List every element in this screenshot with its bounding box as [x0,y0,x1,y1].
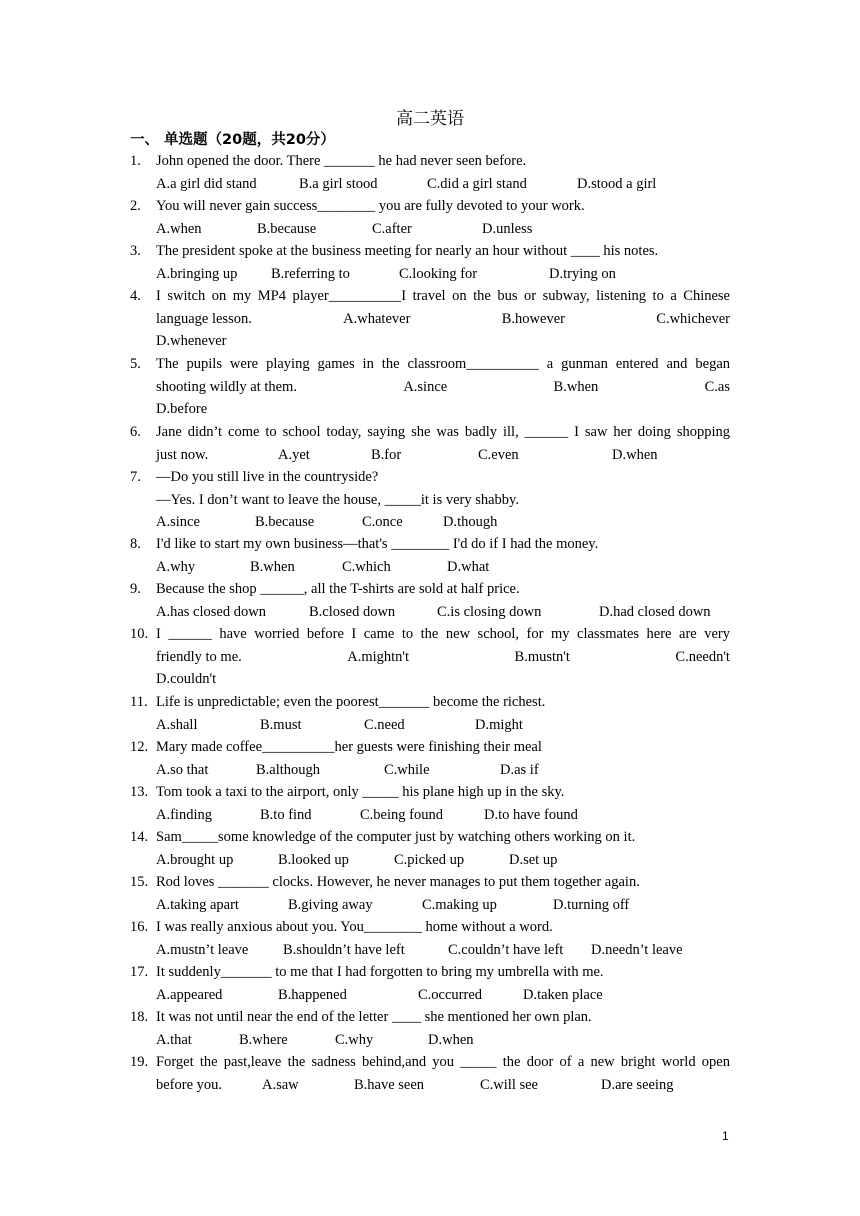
option-d: D.needn’t leave [591,941,683,958]
question-text-continued: —Yes. I don’t want to leave the house, _____it is very shabby. [156,491,519,508]
option-d: D.couldn't [156,671,217,687]
question-number: 8. [130,536,141,552]
option-b: B.when [250,558,295,575]
question-number: 19. [130,1054,149,1070]
question-text-continued: before you. [156,1076,223,1093]
question-number: 15. [130,874,149,890]
option-a: A.has closed down [156,603,266,620]
question-text: I'd like to start my own business—that's ________ I'd do if I had the money. [156,536,599,552]
option-row [156,646,730,669]
question-17 [130,961,730,1006]
option-b: B.shouldn’t have left [283,941,405,958]
option-b: B.although [256,761,321,778]
question-text: I switch on my MP4 player__________I travel on the bus or subway, listening to a Chinese [156,288,730,304]
question-number: 13. [130,784,149,800]
question-3 [130,240,730,285]
option-a: A.mustn’t leave [156,941,249,958]
question-text: Jane didn’t come to school today, saying she was badly ill, ______ I saw her doing shopping [156,424,730,440]
question-18 [130,1006,730,1051]
option-a: A.brought up [156,851,234,868]
option-b: B.looked up [278,851,349,868]
question-6 [130,421,730,466]
question-text: The president spoke at the business meeting for nearly an hour without ____ his notes. [156,243,659,259]
option-a: A.why [156,558,196,575]
option-c: C.being found [360,806,443,823]
option-a: A.shall [156,716,198,733]
option-c: C.needn't [675,648,730,665]
option-row [156,511,730,534]
question-16 [130,916,730,961]
question-4 [130,285,730,353]
question-text: Because the shop ______, all the T-shirts are sold at half price. [156,581,520,597]
option-row [156,1074,730,1097]
option-row [156,308,730,331]
option-a: A.when [156,220,202,237]
option-row [156,759,730,782]
question-2 [130,195,730,240]
option-d: D.are seeing [601,1076,674,1093]
option-row [156,444,730,467]
question-10 [130,623,730,691]
option-a: A.finding [156,806,212,823]
question-number: 18. [130,1009,149,1025]
option-d: D.what [447,558,490,575]
option-b: B.have seen [354,1076,425,1093]
question-number: 14. [130,829,149,845]
option-b: B.where [239,1031,288,1048]
option-b: B.closed down [309,603,396,620]
option-d: D.turning off [553,896,630,913]
option-c: C.while [384,761,430,778]
question-text: The pupils were playing games in the classroom__________ a gunman entered and began [156,356,730,372]
question-number: 11. [130,694,148,710]
option-c: C.is closing down [437,603,542,620]
option-a: A.mightn't [347,648,410,665]
option-row-continued [156,398,730,421]
option-c: C.which [342,558,391,575]
option-b: B.happened [278,986,347,1003]
question-number: 16. [130,919,149,935]
option-a: A.bringing up [156,265,238,282]
option-d: D.before [156,401,208,417]
question-text: It was not until near the end of the letter ____ she mentioned her own plan. [156,1009,592,1025]
option-a: A.saw [262,1076,299,1093]
option-row [156,1029,730,1052]
option-b: B.mustn't [514,648,570,665]
option-b: B.referring to [271,265,350,282]
question-number: 10. [130,626,149,642]
option-row [156,849,730,872]
option-row [156,804,730,827]
question-text: —Do you still live in the countryside? [156,469,379,485]
option-row-continued [156,330,730,353]
option-row [156,218,730,241]
option-b: B.giving away [288,896,373,913]
question-15 [130,871,730,916]
option-b: B.must [260,716,302,733]
option-d: D.unless [482,220,533,237]
option-c: C.as [704,378,730,395]
option-d: D.to have found [484,806,578,823]
question-text: Forget the past,leave the sadness behind,and you _____ the door of a new bright world open [156,1054,730,1070]
question-text: Sam_____some knowledge of the computer just by watching others working on it. [156,829,636,845]
option-row-continued [156,668,730,691]
option-d: D.trying on [549,265,616,282]
option-d: D.though [443,514,498,530]
question-number: 4. [130,288,141,304]
option-row [156,263,730,286]
option-c: C.once [362,514,403,530]
option-d: D.might [475,716,523,733]
option-c: C.after [372,220,412,237]
option-row [156,556,730,579]
option-d: D.had closed down [599,603,711,620]
question-8 [130,533,730,578]
option-row [156,984,730,1007]
question-number: 3. [130,243,141,259]
option-d: D.as if [500,761,539,778]
question-text: Rod loves _______ clocks. However, he never manages to put them together again. [156,874,640,890]
option-c: C.even [478,446,519,463]
option-d: D.whenever [156,333,227,349]
option-row [156,376,730,399]
option-a: A.taking apart [156,896,239,913]
option-b: B.for [371,446,402,463]
option-b: B.because [255,514,315,530]
question-text: It suddenly_______ to me that I had forgotten to bring my umbrella with me. [156,964,604,980]
question-14 [130,826,730,871]
option-c: C.couldn’t have left [448,941,564,958]
question-text: I was really anxious about you. You________ home without a word. [156,919,553,935]
option-b: B.to find [260,806,312,823]
option-row [156,714,730,737]
question-13 [130,781,730,826]
question-number: 12. [130,739,149,755]
option-c: C.whichever [656,310,730,327]
question-text: Mary made coffee__________her guests were finishing their meal [156,739,542,755]
page-title: 高二英语 [396,109,464,129]
question-1 [130,150,730,195]
option-d: D.taken place [523,986,603,1003]
option-b: B.however [501,310,565,327]
option-c: C.why [335,1031,374,1048]
question-12 [130,736,730,781]
question-text: John opened the door. There _______ he had never seen before. [156,153,527,169]
question-5 [130,353,730,421]
question-number: 7. [130,469,141,485]
question-text: I ______ have worried before I came to the new school, for my classmates here are very [156,626,730,642]
question-text-continued: friendly to me. [156,648,242,665]
option-d: D.when [612,446,658,463]
question-number: 5. [130,356,141,372]
option-d: D.set up [509,851,558,868]
option-c: C.need [364,716,405,733]
option-a: A.whatever [343,310,411,327]
option-row [156,939,730,962]
question-number: 1. [130,153,141,169]
option-d: D.stood a girl [577,175,657,192]
question-text: You will never gain success________ you are fully devoted to your work. [156,198,585,214]
question-text: Tom took a taxi to the airport, only _____ his plane high up in the sky. [156,784,565,800]
option-a: A.a girl did stand [156,175,257,192]
option-row [156,894,730,917]
option-c: C.will see [480,1076,538,1093]
option-c: C.occurred [418,986,483,1003]
question-number: 17. [130,964,149,980]
option-b: B.when [553,378,599,395]
question-19 [130,1051,730,1096]
page-number: 1 [722,1129,729,1143]
option-d: D.when [428,1031,474,1048]
question-11 [130,691,730,736]
option-a: A.since [403,378,448,395]
option-row [156,173,730,196]
question-number: 6. [130,424,141,440]
option-c: C.making up [422,896,497,913]
question-text: Life is unpredictable; even the poorest_______ become the richest. [156,694,546,710]
question-text-continued: language lesson. [156,310,252,327]
section-heading: 一、 单选题（20题，共20分） [130,132,335,148]
option-a: A.yet [278,446,310,463]
option-c: C.looking for [399,265,478,282]
option-a: A.since [156,514,200,530]
option-c: C.picked up [394,851,465,868]
question-number: 9. [130,581,141,597]
question-9 [130,578,730,623]
question-7 [130,466,730,534]
question-number: 2. [130,198,141,214]
question-text-continued: just now. [156,446,209,463]
option-a: A.so that [156,761,209,778]
option-a: A.that [156,1031,192,1048]
option-row [156,601,730,624]
option-b: B.a girl stood [299,175,378,192]
question-text-continued: shooting wildly at them. [156,378,297,395]
option-b: B.because [257,220,317,237]
option-a: A.appeared [156,986,223,1003]
option-c: C.did a girl stand [427,175,527,192]
